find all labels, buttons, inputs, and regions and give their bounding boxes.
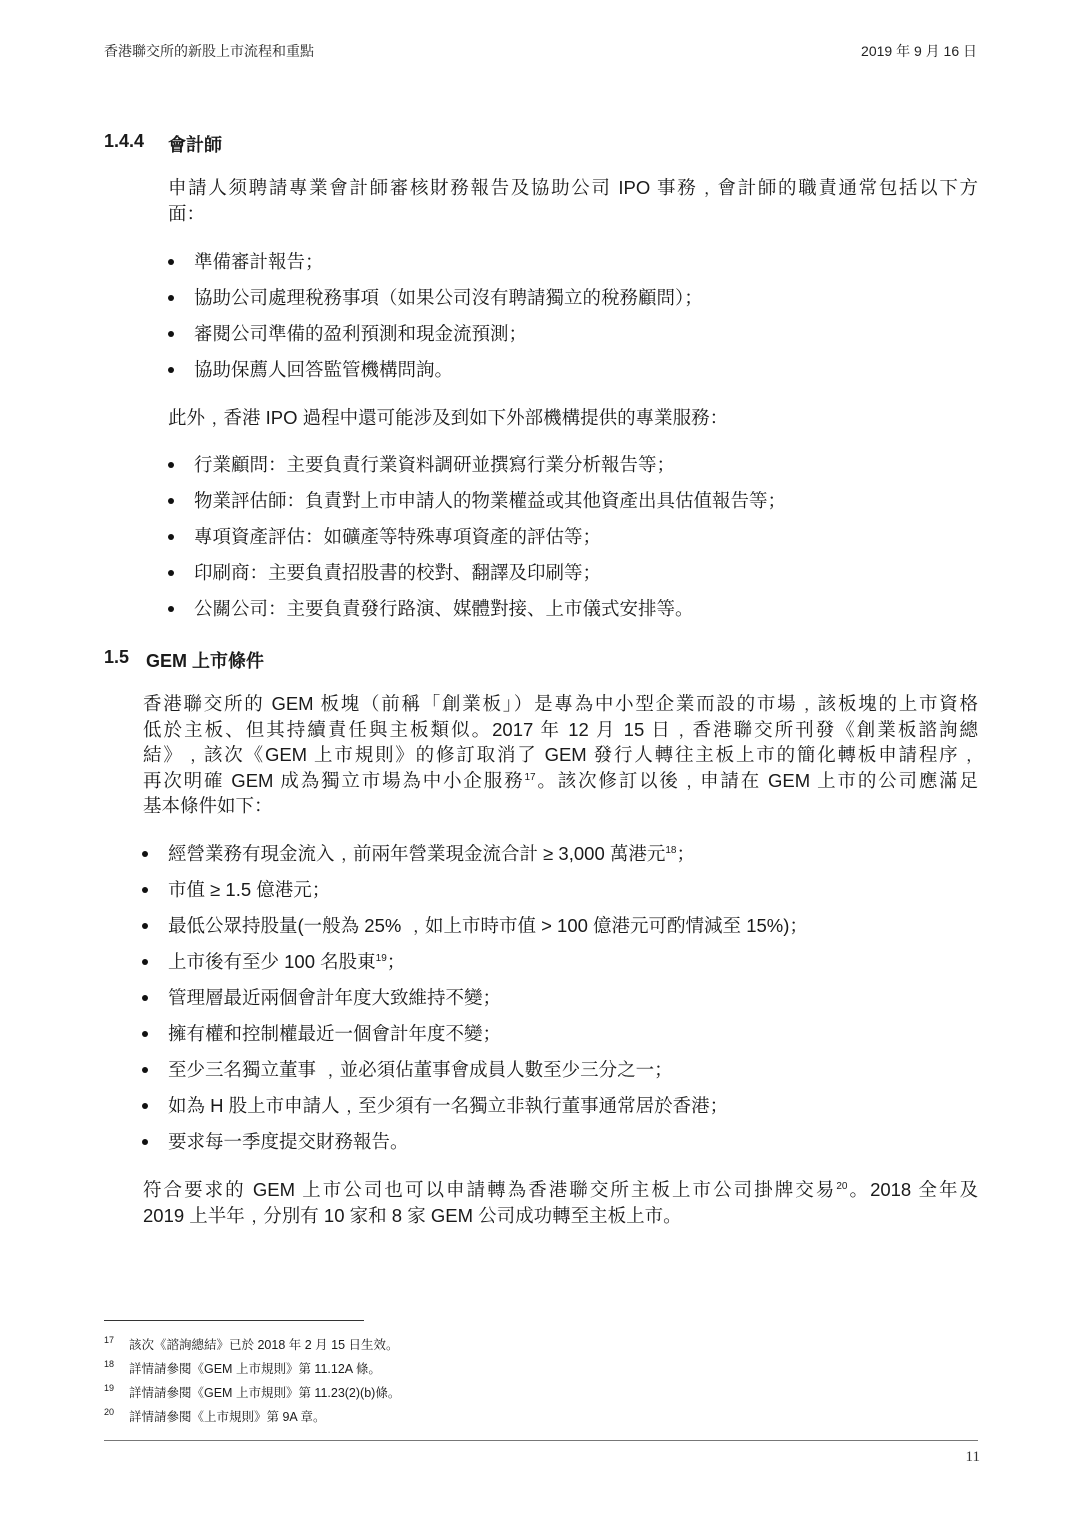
bullet-icon [142, 995, 148, 1001]
footnote-number: 20 [104, 1407, 115, 1417]
footnote-text: 詳情請參閱《GEM 上市規則》第 11.12A 條。 [129, 1362, 381, 1376]
paragraph-line: 香港聯交所的 GEM 板塊（前稱「創業板」）是專為中小型企業而設的市場﹐該板塊的上市資格 [143, 693, 978, 714]
bullet-icon [142, 1139, 148, 1145]
list-item: 如為 H 股上市申請人﹐至少須有一名獨立非執行董事通常居於香港； [168, 1095, 729, 1116]
bullet-icon [168, 534, 174, 540]
list-item: 市值 ≥ 1.5 億港元； [168, 879, 331, 900]
footnote-number: 18 [104, 1359, 115, 1369]
bullet-icon [142, 851, 148, 857]
list-item: 協助保薦人回答監管機構問詢。 [194, 359, 454, 380]
section-title: 會計師 [168, 135, 222, 155]
paragraph-line: 符合要求的 GEM 上市公司也可以申請轉為香港聯交所主板上市公司掛牌交易$^{20}$。2018 全年及 [143, 1179, 978, 1200]
bullet-icon [142, 887, 148, 893]
section-number: 1.5 [104, 647, 130, 667]
list-item: 協助公司處理稅務事項（如果公司沒有聘請獨立的稅務顧問）； [194, 287, 703, 308]
list-item: 專項資產評估：如礦產等特殊專項資產的評估等； [194, 526, 602, 547]
paragraph: 此外﹐香港 IPO 過程中還可能涉及到如下外部機構提供的專業服務： [168, 407, 729, 428]
bullet-icon [142, 1103, 148, 1109]
list-item: 至少三名獨立董事 ﹐並必須佔董事會成員人數至少三分之一； [168, 1059, 673, 1080]
footnote-ref: 18 [665, 845, 677, 856]
paragraph-line: 申請人须聘請專業會計師審核財務報告及協助公司 IPO 事務﹐會計師的職責通常包括以下方 [168, 177, 978, 198]
list-item: 上市後有至少 100 名股東$^{19}$； [168, 951, 406, 972]
bullet-icon [168, 295, 174, 301]
list-item: 行業顧問：主要負責行業資料調研並撰寫行業分析報告等； [194, 454, 676, 475]
bullet-icon [168, 259, 174, 265]
list-item: 印刷商：主要負責招股書的校對、翻譯及印刷等； [194, 562, 602, 583]
page-number: 11 [965, 1449, 980, 1465]
list-item: 準備審計報告； [194, 251, 324, 272]
bullet-icon [168, 462, 174, 468]
bullet-icon [142, 959, 148, 965]
bullet-icon [142, 1067, 148, 1073]
paragraph-line: 再次明確 GEM 成為獨立市場為中小企服務$^{17}$。該次修訂以後﹐申請在 GEM 上市的公司應滿足 [143, 769, 979, 791]
footnote-number: 19 [104, 1383, 115, 1393]
list-item: 審閱公司準備的盈利預測和現金流預測； [194, 323, 528, 344]
list-item: 物業評估師：負責對上市申請人的物業權益或其他資產出具估值報告等； [194, 490, 787, 511]
bullet-icon [168, 367, 174, 373]
footnote-ref: 17 [524, 771, 536, 783]
footnote-text: 詳情請參閱《上市規則》第 9A 章。 [129, 1410, 326, 1424]
list-item: 最低公眾持股量(一般為 25% ﹐如上市時市值 > 100 億港元可酌情減至 15%)； [168, 915, 808, 936]
footnote-number: 17 [104, 1335, 115, 1345]
paragraph-line: 結》﹐該次《GEM 上市規則》的修訂取消了 GEM 發行人轉往主板上市的簡化轉板申請程序﹐ [143, 744, 978, 765]
bullet-icon [168, 606, 174, 612]
paragraph-line: 面： [168, 203, 206, 224]
footnote-text: 詳情請參閱《GEM 上市規則》第 11.23(2)(b)條。 [129, 1386, 401, 1400]
bullet-icon [142, 1031, 148, 1037]
bullet-icon [168, 498, 174, 504]
section-number: 1.4.4 [104, 131, 145, 151]
bullet-icon [168, 570, 174, 576]
footnote-ref: 19 [375, 953, 387, 964]
section-title: GEM 上市條件 [146, 651, 265, 671]
list-item: 管理層最近兩個會計年度大致維持不變； [168, 987, 502, 1008]
paragraph-line: 低於主板、但其持續責任與主板類似。2017 年 12 月 15 日﹐香港聯交所刊發《創業板諮詢總 [143, 718, 978, 740]
list-item: 經營業務有現金流入﹐前兩年營業現金流合計 ≥ 3,000 萬港元$^{18}$； [168, 843, 696, 864]
header-title: 香港聯交所的新股上市流程和重點 [104, 43, 314, 59]
list-item: 要求每一季度提交財務報告。 [168, 1131, 409, 1152]
list-item: 擁有權和控制權最近一個會計年度不變； [168, 1023, 502, 1044]
header-date: 2019 年 9 月 16 日 [861, 43, 977, 59]
footnote-ref: 20 [836, 1181, 848, 1192]
footnote-text: 該次《諮詢總結》已於 2018 年 2 月 15 日生效。 [129, 1338, 399, 1352]
bullet-icon [168, 331, 174, 337]
footnote-divider [104, 1320, 364, 1321]
paragraph-line: 2019 上半年﹐分別有 10 家和 8 家 GEM 公司成功轉至主板上市。 [143, 1205, 682, 1226]
footer-divider [104, 1440, 978, 1441]
paragraph-line: 基本條件如下： [143, 795, 273, 816]
bullet-icon [142, 923, 148, 929]
list-item: 公關公司：主要負責發行路演、媒體對接、上市儀式安排等。 [194, 598, 694, 619]
